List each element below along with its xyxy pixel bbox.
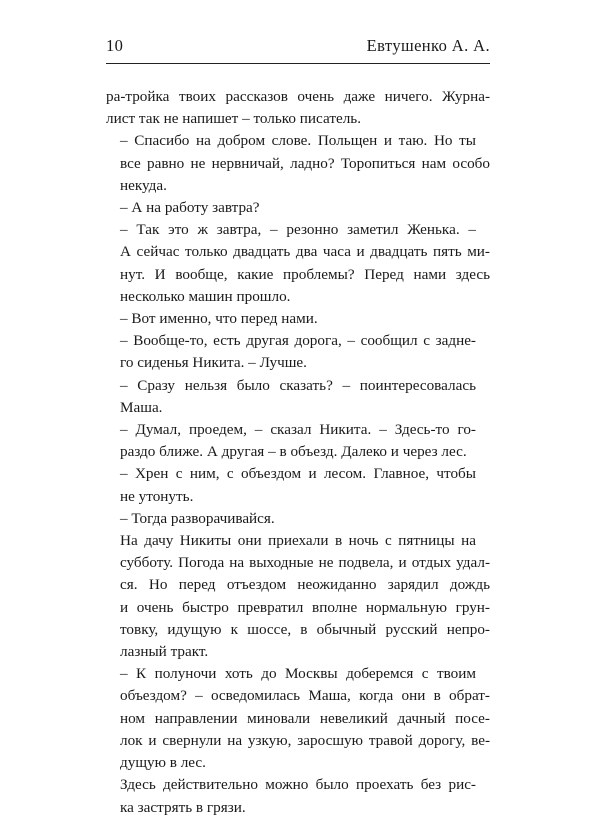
text-line: лазный тракт. [120, 643, 209, 661]
text-line: некуда. [120, 176, 167, 194]
paragraph [106, 330, 490, 374]
paragraph [106, 508, 490, 530]
text-line: На дачу Никиты они приехали в ночь с пятницы на [120, 532, 476, 550]
book-page [106, 36, 490, 819]
paragraph [106, 463, 490, 507]
paragraph [106, 86, 490, 130]
text-line: лист так не напишет – только писатель. [106, 110, 362, 128]
paragraph [106, 530, 490, 663]
text-line: – А на работу завтра? [120, 199, 260, 217]
text-line: Маша. [120, 398, 163, 416]
text-line: товку, идущую к шоссе, в обычный русский непро- [120, 620, 490, 638]
text-line: – Думал, проедем, – сказал Никита. – Здесь-то го- [120, 421, 476, 439]
text-line: – К полуночи хоть до Москвы доберемся с твоим [120, 665, 476, 683]
text-line: нут. И вообще, какие проблемы? Перед нами здесь [120, 265, 490, 283]
text-line: дущую в лес. [120, 754, 206, 772]
text-line: ра-тройка твоих рассказов очень даже ничего. Журна- [106, 88, 490, 105]
text-line: раздо ближе. А другая – в объезд. Далеко и через лес. [120, 443, 467, 461]
text-line: – Спасибо на добром слове. Польщен и таю. Но ты [120, 132, 476, 150]
body-text [106, 86, 490, 819]
paragraph [106, 419, 490, 463]
text-line: ка застрять в грязи. [120, 798, 246, 816]
text-line: ном направлении миновали невеликий дачный посе- [120, 709, 490, 727]
text-line: – Сразу нельзя было сказать? – поинтересовалась [120, 376, 476, 394]
text-line: А сейчас только двадцать два часа и двадцать пять ми- [120, 243, 490, 261]
text-line: го сиденья Никита. – Лучше. [120, 354, 307, 372]
text-line: Здесь действительно можно было проехать без рис- [120, 776, 476, 794]
running-head [106, 36, 490, 64]
paragraph [106, 375, 490, 419]
text-line: объездом? – осведомилась Маша, когда они в обрат- [120, 687, 490, 705]
paragraph [106, 219, 490, 308]
text-line: ся. Но перед отъездом неожиданно зарядил дождь [120, 576, 490, 594]
paragraph [106, 130, 490, 197]
text-line: – Вот именно, что перед нами. [120, 310, 318, 328]
text-line: – Хрен с ним, с объездом и лесом. Главное, чтобы [120, 465, 476, 483]
text-line: все равно не нервничай, ладно? Торопиться нам особо [120, 154, 490, 172]
text-line: несколько машин прошло. [120, 287, 291, 305]
text-line: и очень быстро превратил вполне нормальную грун- [120, 598, 490, 616]
text-line: – Тогда разворачивайся. [120, 509, 275, 527]
paragraph [106, 663, 490, 774]
text-line: – Так это ж завтра, – резонно заметил Женька. – [120, 221, 476, 239]
paragraph [106, 308, 490, 330]
text-line: субботу. Погода на выходные не подвела, и отдых удал- [120, 554, 490, 572]
author-name: Евтушенко А. А. [366, 36, 490, 55]
text-line: – Вообще-то, есть другая дорога, – сообщил с задне- [120, 332, 476, 350]
page-number: 10 [106, 36, 124, 55]
text-line: лок и свернули на узкую, заросшую травой дорогу, ве- [120, 731, 490, 749]
paragraph [106, 197, 490, 219]
paragraph [106, 774, 490, 818]
text-line: не утонуть. [120, 487, 194, 505]
